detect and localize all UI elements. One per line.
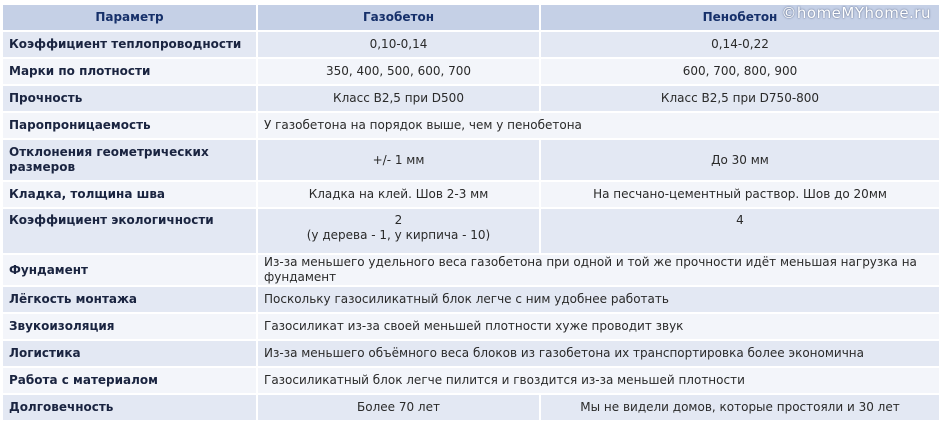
watermark: ©homeMYhome.ru bbox=[781, 4, 931, 22]
table-row bbox=[3, 113, 941, 138]
gasbeton-value bbox=[258, 209, 541, 253]
gasbeton-value: 0,10-0,14 bbox=[258, 32, 541, 57]
row-parameter: Паропроницаемость bbox=[3, 113, 258, 138]
shared-value: Газосиликат из-за своей меньшей плотности хуже проводит звук bbox=[258, 314, 941, 339]
shared-value: Из-за меньшего объёмного веса блоков из газобетона их транспортировка более экономична bbox=[258, 341, 941, 366]
shared-value: Газосиликатный блок легче пилится и гвоздится из-за меньшей плотности bbox=[258, 368, 941, 393]
header-penobeton: Пенобетон bbox=[541, 5, 941, 30]
penobeton-value: 600, 700, 800, 900 bbox=[541, 59, 941, 84]
table-row bbox=[3, 287, 941, 312]
row-parameter: Прочность bbox=[3, 86, 258, 111]
penobeton-value: Класс В2,5 при D750-800 bbox=[541, 86, 941, 111]
row-parameter: Отклонения геометрических размеров bbox=[3, 140, 258, 180]
row-parameter: Марки по плотности bbox=[3, 59, 258, 84]
row-parameter: Лёгкость монтажа bbox=[3, 287, 258, 312]
table-row bbox=[3, 59, 941, 84]
header-parameter: Параметр bbox=[3, 5, 258, 30]
row-parameter: Кладка, толщина шва bbox=[3, 182, 258, 207]
table-row bbox=[3, 209, 941, 253]
table-row bbox=[3, 255, 941, 285]
row-parameter: Логистика bbox=[3, 341, 258, 366]
header-gasbeton: Газобетон bbox=[258, 5, 541, 30]
table-row bbox=[3, 368, 941, 393]
gasbeton-value: Класс В2,5 при D500 bbox=[258, 86, 541, 111]
table-row bbox=[3, 341, 941, 366]
row-parameter: Фундамент bbox=[3, 255, 258, 285]
penobeton-value: 0,14-0,22 bbox=[541, 32, 941, 57]
table-row bbox=[3, 32, 941, 57]
row-parameter: Коэффициент теплопроводности bbox=[3, 32, 258, 57]
table-row bbox=[3, 182, 941, 207]
gasbeton-value: Более 70 лет bbox=[258, 395, 541, 420]
row-parameter: Работа с материалом bbox=[3, 368, 258, 393]
gasbeton-eco-value: 2 bbox=[394, 213, 403, 227]
gasbeton-eco-note: (у дерева - 1, у кирпича - 10) bbox=[306, 228, 491, 242]
table-row bbox=[3, 314, 941, 339]
penobeton-value: Мы не видели домов, которые простояли и 30 лет bbox=[541, 395, 941, 420]
penobeton-value: 4 bbox=[541, 209, 941, 253]
gasbeton-value: +/- 1 мм bbox=[258, 140, 541, 180]
row-parameter: Звукоизоляция bbox=[3, 314, 258, 339]
table-row bbox=[3, 395, 941, 420]
gasbeton-value: 350, 400, 500, 600, 700 bbox=[258, 59, 541, 84]
gasbeton-value: Кладка на клей. Шов 2-3 мм bbox=[258, 182, 541, 207]
shared-value: У газобетона на порядок выше, чем у пенобетона bbox=[258, 113, 941, 138]
penobeton-value: На песчано-цементный раствор. Шов до 20мм bbox=[541, 182, 941, 207]
penobeton-value: До 30 мм bbox=[541, 140, 941, 180]
row-parameter: Коэффициент экологичности bbox=[3, 209, 258, 253]
shared-value: Из-за меньшего удельного веса газобетона при одной и той же прочности идёт меньшая нагрузка на фундамент bbox=[258, 255, 941, 285]
shared-value: Поскольку газосиликатный блок легче с ним удобнее работать bbox=[258, 287, 941, 312]
table-row bbox=[3, 86, 941, 111]
row-parameter: Долговечность bbox=[3, 395, 258, 420]
comparison-table bbox=[3, 3, 941, 422]
table-row bbox=[3, 140, 941, 180]
